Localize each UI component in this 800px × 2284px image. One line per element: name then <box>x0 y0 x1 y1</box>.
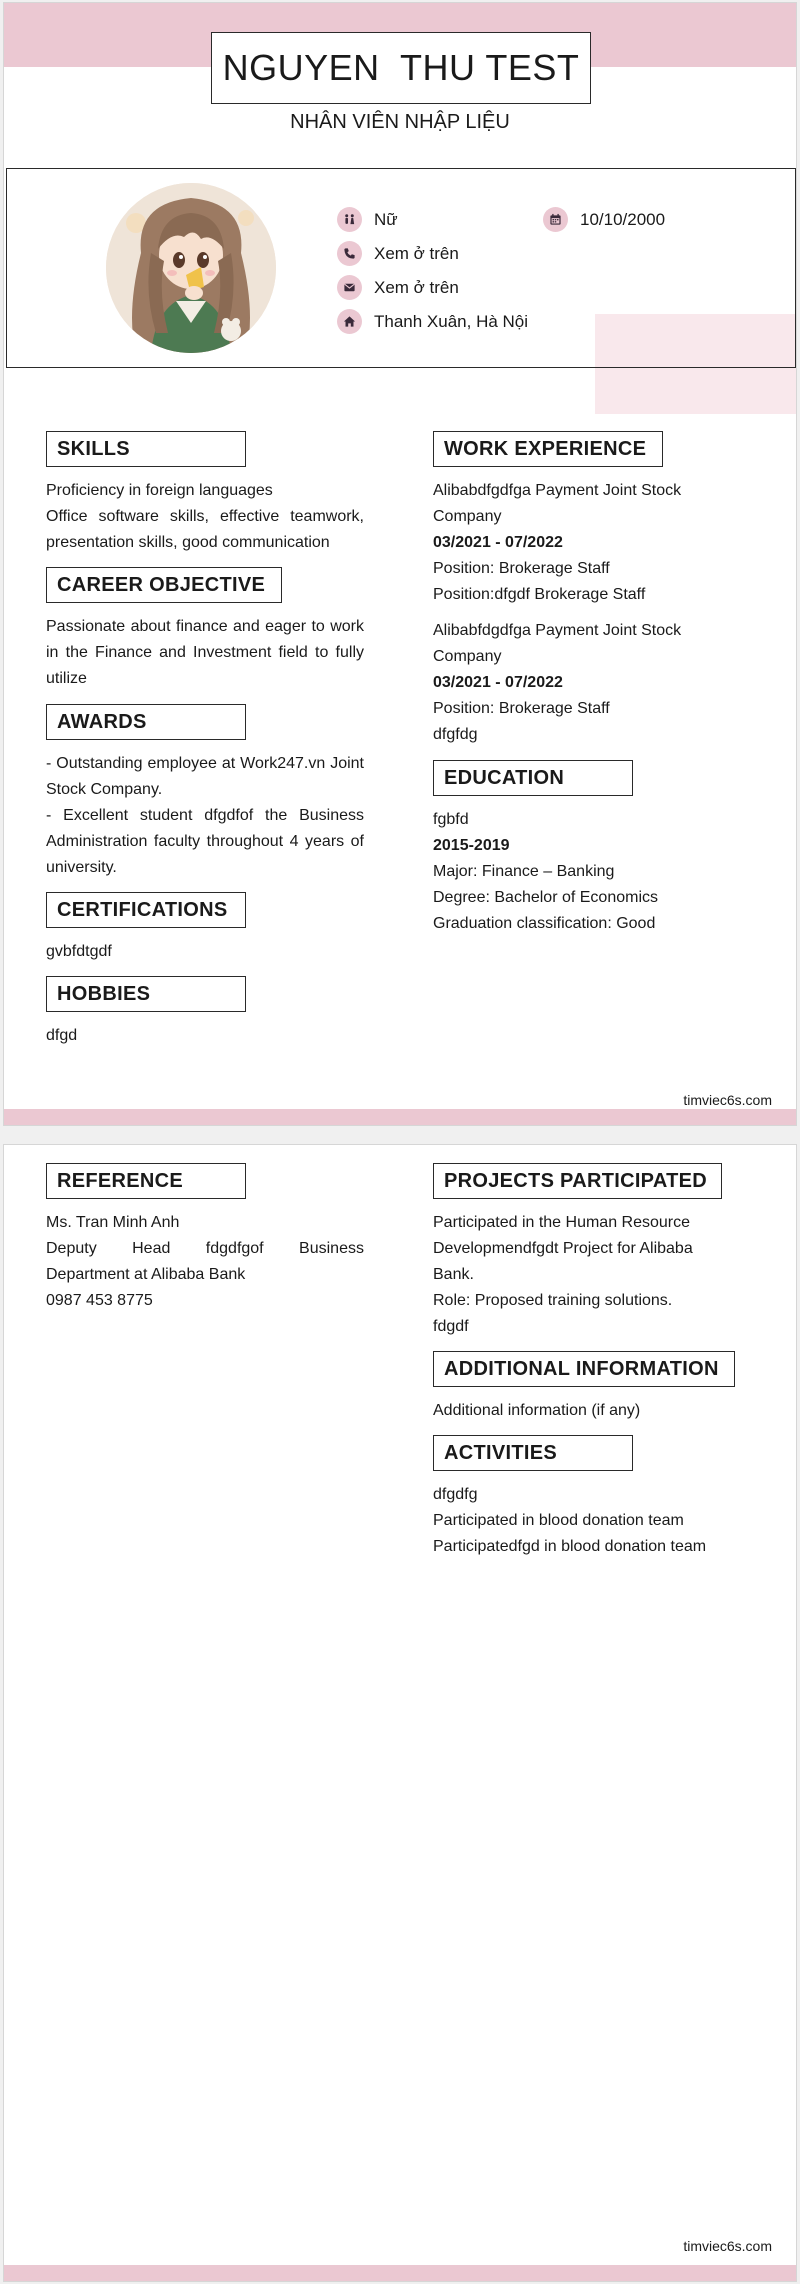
reference-role-word: Deputy <box>46 1240 97 1257</box>
gender-value: Nữ <box>374 209 398 229</box>
avatar-illustration <box>106 183 276 353</box>
reference-heading: REFERENCE <box>46 1163 246 1199</box>
address-row <box>337 309 528 334</box>
education-period: 2015-2019 <box>433 837 510 854</box>
email-row <box>337 275 459 300</box>
reference-role-rest: Department at Alibaba Bank <box>46 1266 246 1283</box>
projects-line: Bank. <box>433 1266 474 1283</box>
certifications-text: gvbfdtgdf <box>46 943 112 960</box>
phone-row <box>337 241 459 266</box>
education-school: fgbfd <box>433 811 469 828</box>
phone-icon <box>337 241 362 266</box>
skills-line: Proficiency in foreign languages <box>46 482 273 499</box>
projects-line: Participated in the Human Resource <box>433 1214 691 1231</box>
gender-row <box>337 207 398 232</box>
activities-heading: ACTIVITIES <box>433 1435 633 1471</box>
activities-content <box>433 1482 743 1560</box>
education-content <box>433 807 733 937</box>
education-major: Major: Finance – Banking <box>433 863 615 880</box>
additional-info-text: Additional information (if any) <box>433 1402 641 1419</box>
projects-line: Developmendfgdt Project for Alibaba <box>433 1240 693 1257</box>
gender-icon <box>337 207 362 232</box>
job-detail: dfgfdg <box>433 726 478 743</box>
awards-heading: AWARDS <box>46 704 246 740</box>
additional-info-heading: ADDITIONAL INFORMATION <box>433 1351 735 1387</box>
job-title: NHÂN VIÊN NHẬP LIỆU <box>290 111 510 133</box>
skills-line: Office software skills, effective teamwork, presentation skills, good communication <box>46 508 364 551</box>
reference-role-word: Head <box>132 1240 171 1257</box>
reference-role-word: Business <box>299 1240 364 1257</box>
job-period: 03/2021 - 07/2022 <box>433 674 563 691</box>
projects-line: Role: Proposed training solutions. <box>433 1292 673 1309</box>
education-degree: Degree: Bachelor of Economics <box>433 889 658 906</box>
footer-brand: timviec6s.com <box>683 2238 772 2254</box>
job-detail: Position:dfgdf Brokerage Staff <box>433 586 646 603</box>
skills-content <box>46 478 364 556</box>
education-heading: EDUCATION <box>433 760 633 796</box>
calendar-icon <box>543 207 568 232</box>
activities-line: dfgdfg <box>433 1486 478 1503</box>
job-detail: Position: Brokerage Staff <box>433 700 610 717</box>
footer-brand: timviec6s.com <box>683 1092 772 1108</box>
career-objective-heading: CAREER OBJECTIVE <box>46 567 282 603</box>
projects-content <box>433 1210 743 1340</box>
awards-content <box>46 751 364 881</box>
work-experience-heading: WORK EXPERIENCE <box>433 431 663 467</box>
reference-role-line <box>46 1236 364 1262</box>
skills-heading: SKILLS <box>46 431 246 467</box>
footer-pink-band <box>4 1109 796 1125</box>
avatar <box>106 183 276 353</box>
phone-value: Xem ở trên <box>374 243 459 263</box>
footer-pink-band <box>4 2265 796 2281</box>
reference-role-word: fdgdfgof <box>205 1240 264 1257</box>
job-period: 03/2021 - 07/2022 <box>433 534 563 551</box>
job-company: Alibabfdgdfga Payment Joint Stock Company <box>433 622 682 665</box>
projects-line: fdgdf <box>433 1318 469 1335</box>
email-icon <box>337 275 362 300</box>
candidate-name: NGUYEN THU TEST <box>211 32 591 104</box>
home-icon <box>337 309 362 334</box>
certifications-heading: CERTIFICATIONS <box>46 892 246 928</box>
birthday-value: 10/10/2000 <box>580 209 666 229</box>
career-objective-text: Passionate about finance and eager to work in the Finance and Investment field to fully utilize <box>46 618 364 687</box>
hobbies-heading: HOBBIES <box>46 976 246 1012</box>
cv-page-1 <box>3 2 797 1126</box>
job-detail: Position: Brokerage Staff <box>433 560 610 577</box>
work-experience-content <box>433 478 733 748</box>
job-company: Alibabdfgdfga Payment Joint Stock Company <box>433 482 682 525</box>
education-classification: Graduation classification: Good <box>433 915 656 932</box>
hobbies-text: dfgd <box>46 1027 78 1044</box>
address-value: Thanh Xuân, Hà Nội <box>374 311 529 331</box>
birthday-row <box>543 207 665 232</box>
award-item: - Excellent student dfgdfof the Business Administration faculty throughout 4 years of university. <box>46 807 364 876</box>
activities-line: Participated in blood donation team <box>433 1512 684 1529</box>
email-value: Xem ở trên <box>374 277 459 297</box>
projects-heading: PROJECTS PARTICIPATED <box>433 1163 722 1199</box>
cv-page-2 <box>3 1144 797 2282</box>
reference-phone: 0987 453 8775 <box>46 1292 153 1309</box>
reference-name: Ms. Tran Minh Anh <box>46 1214 180 1231</box>
activities-line: Participatedfgd in blood donation team <box>433 1538 707 1555</box>
reference-content <box>46 1210 364 1314</box>
award-item: - Outstanding employee at Work247.vn Joint Stock Company. <box>46 755 364 798</box>
